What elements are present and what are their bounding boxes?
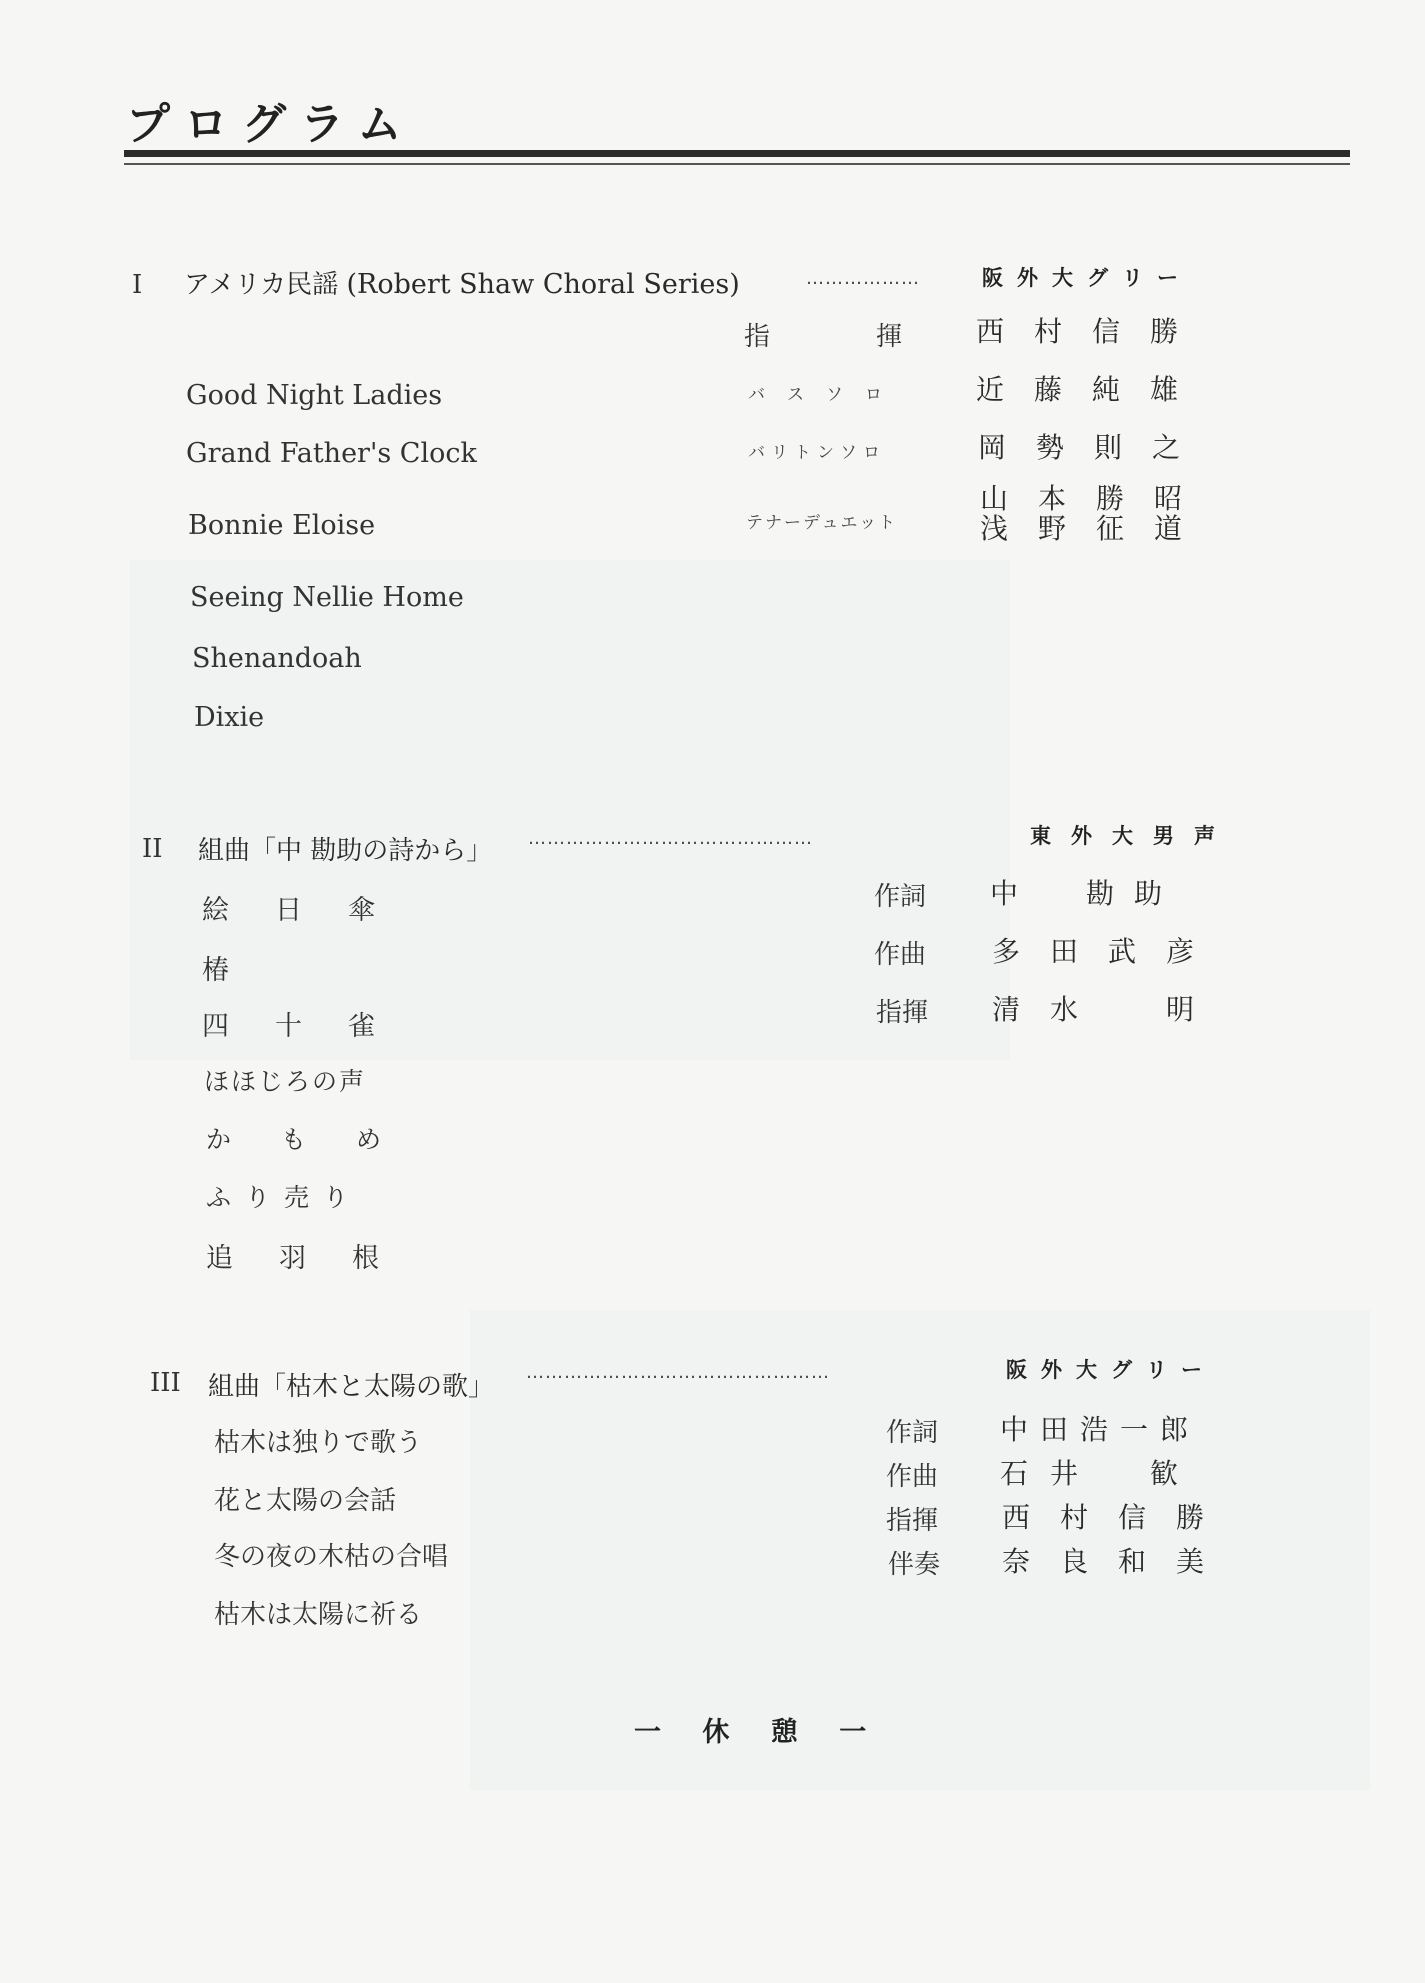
section-number: III [150,1368,181,1398]
song-item: 冬の夜の木枯の合唱 [214,1542,449,1572]
credit-role: テナーデュエット [746,513,898,533]
credit-role: バリトンソロ [748,443,886,463]
title-rule-thick [124,150,1350,157]
song-item: 枯木は独りで歌う [214,1428,423,1458]
credit-name: 山本勝昭 [980,482,1213,515]
show-through-block-1 [130,560,1010,1060]
section-title [184,264,740,301]
credit-name-second: 浅野征道 [980,512,1213,545]
credit-role: 指揮 [886,1506,939,1536]
section-number: I [132,270,143,300]
section-title: 組曲「枯木と太陽の歌」 [208,1372,495,1402]
section-title-latin: (Robert Shaw Choral Series) [346,269,740,300]
credit-name: 西村信勝 [976,315,1209,348]
intermission: 一 休 憩 一 [634,1717,883,1748]
song-item: 絵日傘 [202,895,421,926]
song-item: 枯木は太陽に祈る [214,1600,423,1630]
credit-name: 岡勢則之 [978,431,1211,464]
leader-dots: ……………… [806,268,920,289]
credit-role: 指 揮 [744,322,943,352]
song-item: 四十雀 [202,1011,421,1042]
song-item: 椿 [202,955,229,986]
credit-role: 作詞 [874,882,927,912]
page-title: プログラム [126,99,416,150]
song-item: 花と太陽の会話 [214,1486,397,1516]
leader-dots: ………………………………………… [526,1362,830,1383]
credit-name: 中田浩一郎 [1000,1413,1201,1446]
performer: 阪外大グリー [982,266,1192,290]
performer: 阪外大グリー [1006,1358,1216,1382]
credit-role: 作詞 [886,1418,939,1448]
song-item: かもめ [206,1125,432,1154]
song-item: Seeing Nellie Home [190,582,464,613]
credit-name: 奈良和美 [1002,1545,1235,1578]
credit-role: 指揮 [876,998,929,1028]
song-item: Good Night Ladies [186,380,443,411]
performer: 東外大男声 [1030,824,1235,848]
credit-name: 中 勘助 [990,877,1183,910]
song-item: Shenandoah [192,643,362,674]
section-number: II [142,834,163,864]
song-item: Dixie [194,702,265,733]
leader-dots: ……………………………………… [528,828,813,849]
credit-name: 西村信勝 [1002,1501,1235,1534]
song-item: ほほじろの声 [204,1067,367,1096]
credit-name: 清水 明 [992,993,1225,1026]
song-item: 追羽根 [206,1243,425,1274]
title-rule-thin [124,163,1350,165]
credit-name: 近藤純雄 [976,373,1209,406]
credit-role: 作曲 [874,940,927,970]
credit-name: 多田武彦 [992,935,1225,968]
credit-role: 作曲 [886,1462,939,1492]
section-title: 組曲「中 勘助の詩から」 [198,836,493,866]
song-item: Grand Father's Clock [186,438,477,469]
credit-name: 石井 歓 [1000,1457,1201,1490]
song-item: ふり売り [206,1183,363,1212]
credit-role: バスソロ [748,385,904,405]
credit-role: 伴奏 [888,1550,941,1580]
song-item: Bonnie Eloise [188,510,376,541]
section-title-jp: アメリカ民謡 [184,270,339,300]
